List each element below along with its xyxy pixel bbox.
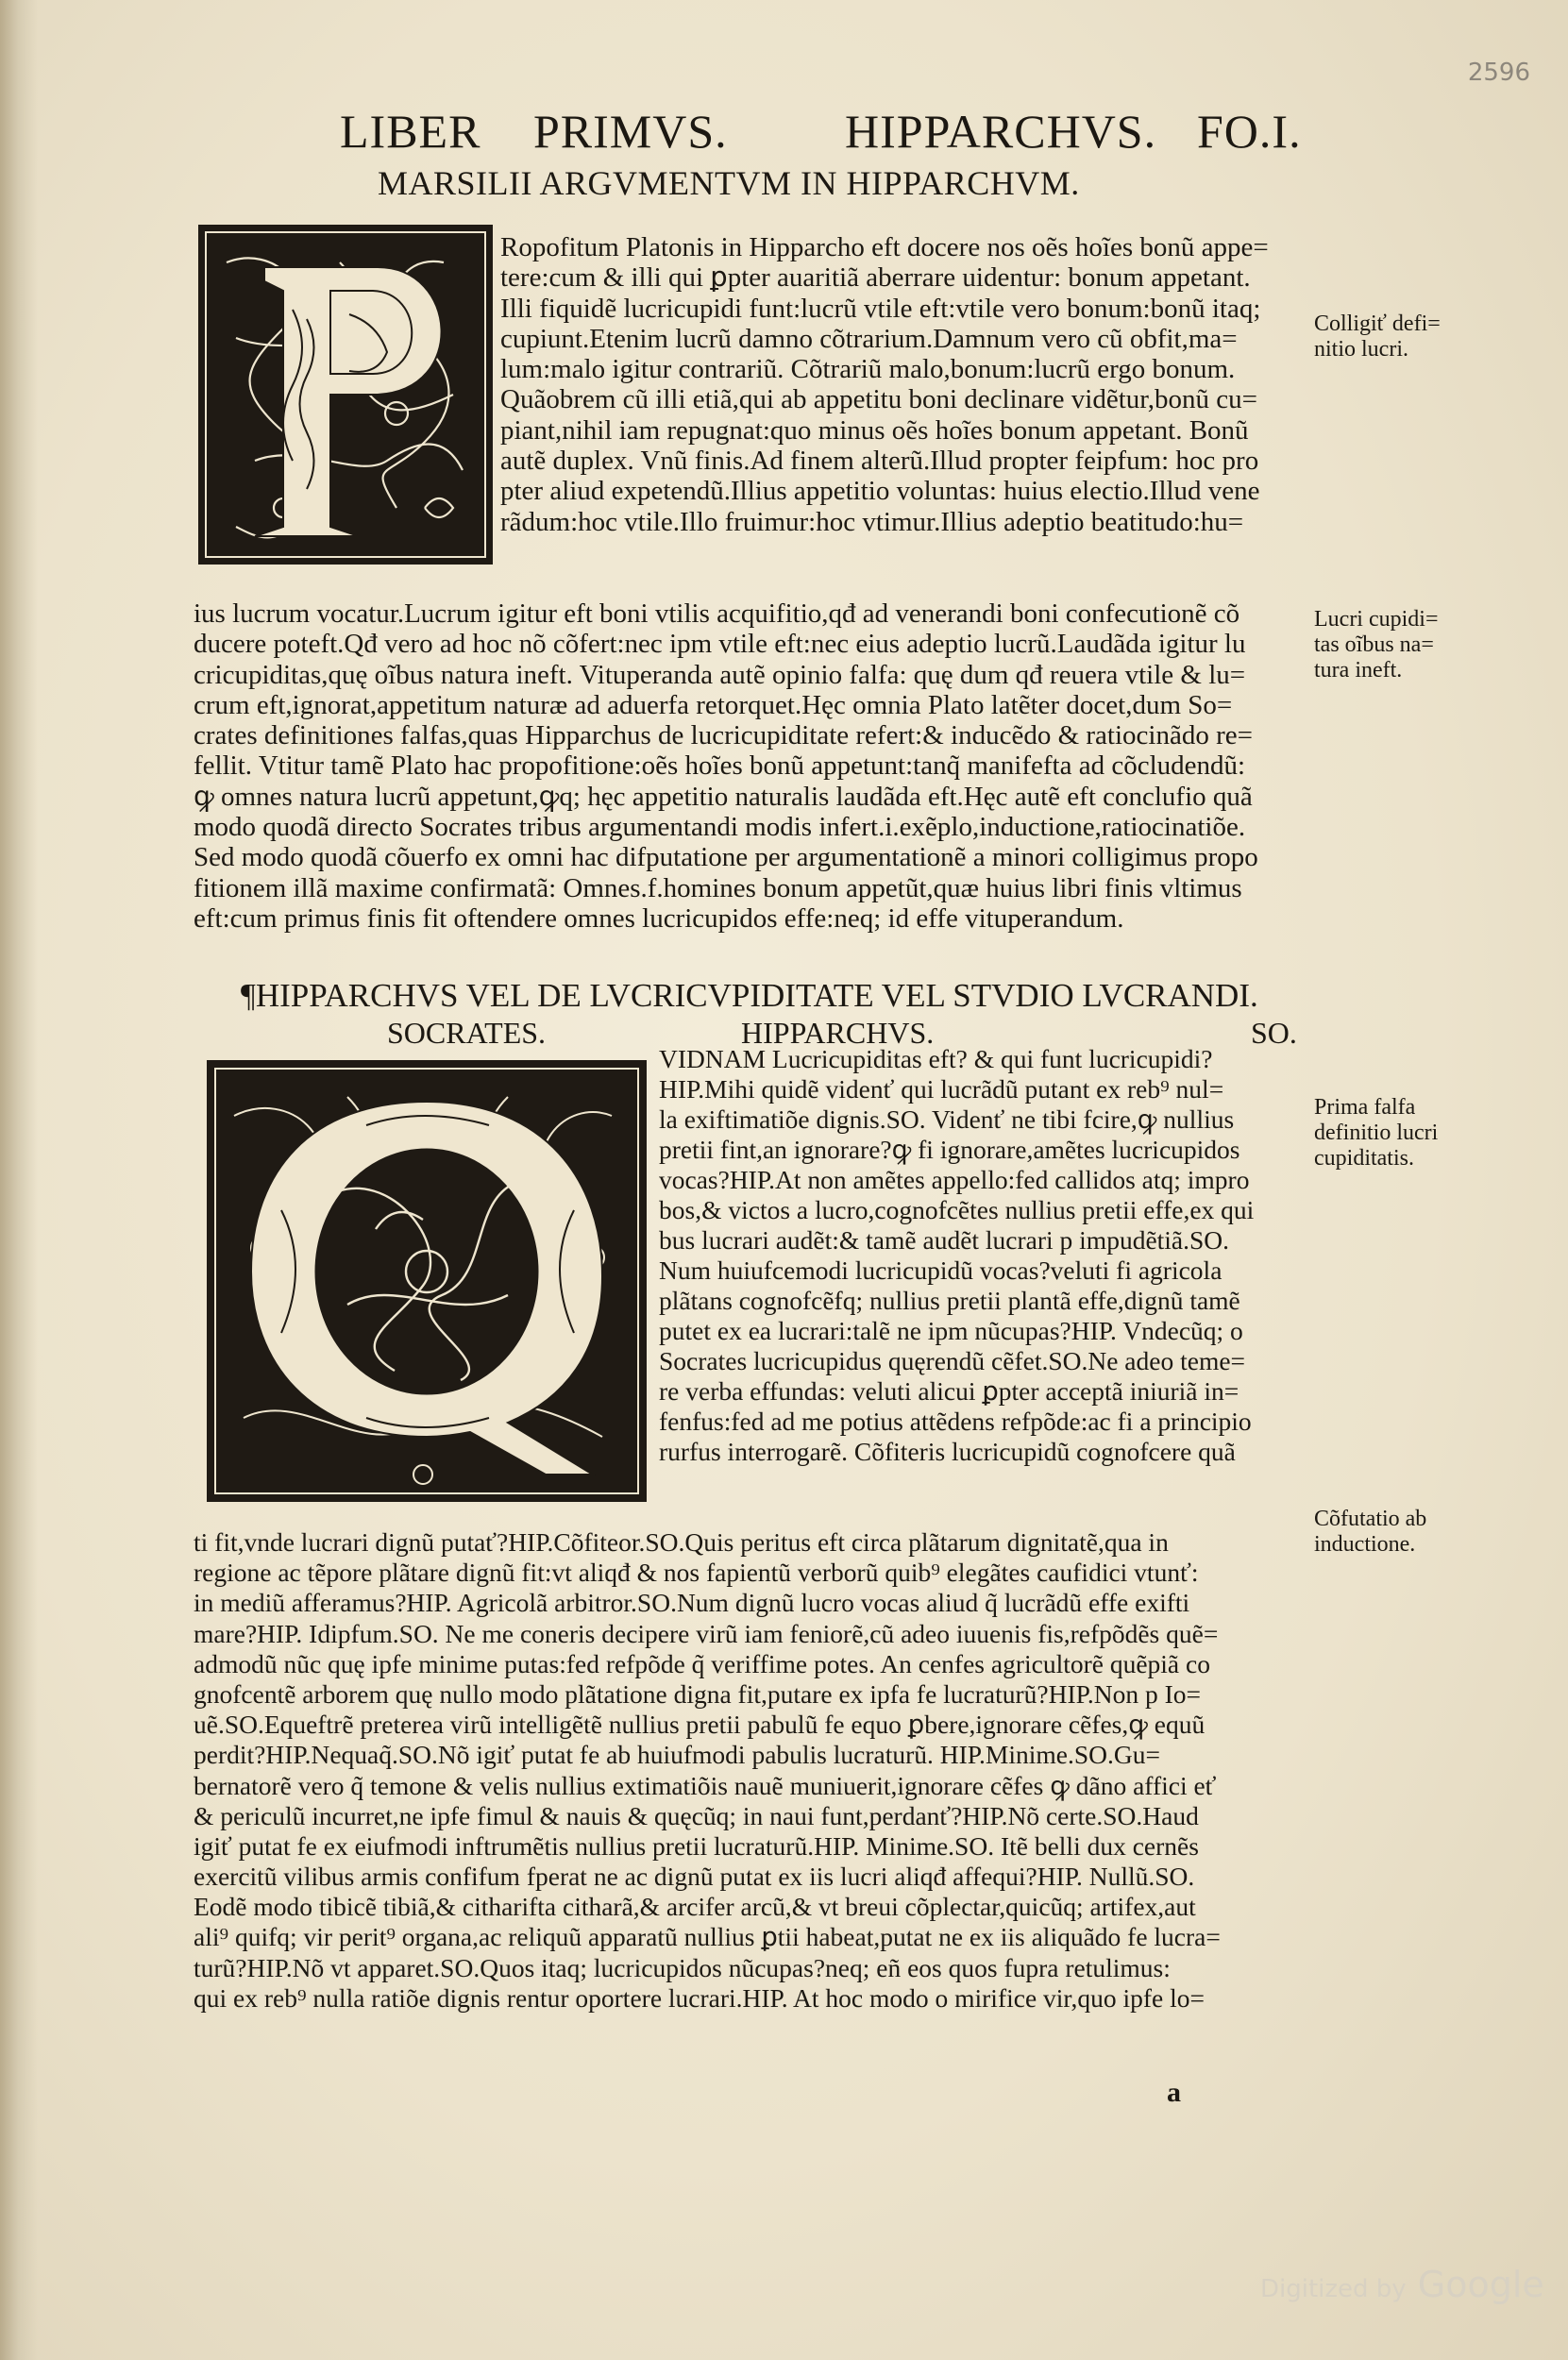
watermark-prefix: Digitized by (1260, 2275, 1407, 2303)
text-line: piant,nihil iam repugnat:quo minus oẽs hoĩes bonum appetant. Bonũ (500, 414, 1249, 446)
text-line: in mediũ afferamus?HIP. Agricolã arbitror.SO.Num dignũ lucro vocas aliud q̃ lucrãdũ effe exifti (194, 1588, 1190, 1618)
speaker-socrates: SOCRATES. (387, 1016, 547, 1050)
text-line: modo quodã directo Socrates tribus argumentandi modis infert.i.exẽplo,inductione,ratiocinatiõe. (194, 812, 1246, 843)
text-line: gnofcentẽ arborem quę nullo modo plãtatione digna fit,putare ex ipfa fe lucraturũ?HIP.Non p Io= (194, 1678, 1202, 1709)
marginal-note (1314, 607, 1456, 683)
marginal-note-line: tura ineft. (1314, 658, 1403, 683)
text-line: autẽ duplex. Vnũ finis.Ad finem alterũ.Illud propter feipfum: hoc pro (500, 446, 1259, 477)
dialogue-title: ¶HIPPARCHVS VEL DE LVCRICVPIDITATE VEL STVDIO LVCRANDI. (241, 977, 1258, 1014)
argument-text-beside-initial (500, 232, 1298, 537)
text-line: Illi fiquidẽ lucricupidi funt:lucrũ vtile eft:vtile vero bonum:bonũ itaq; (500, 293, 1261, 324)
marginal-note-line: Lucri cupidi= (1314, 607, 1439, 632)
text-line: crum eft,ignorat,appetitum naturæ ad aduerfa retorquet.Hęc omnia Plato latẽter docet,dum So= (194, 689, 1233, 720)
text-line: eft:cum primus finis fit oftendere omnes lucricupidos effe:neq; id effe vituperandum. (194, 902, 1124, 934)
text-line: fenfus:fed ad me potius attẽdens refpõde:ac fi a principio (659, 1407, 1252, 1436)
text-line: fellit. Vtitur tamẽ Plato hac propofitione:oẽs hoĩes bonũ appetunt:tanq̃ manifefta ad cõcludendũ: (194, 750, 1246, 782)
dialogue-text-full-width (194, 1527, 1303, 2014)
marginal-note (1314, 1095, 1456, 1172)
decorated-initial-p (198, 225, 493, 565)
text-line: ducere poteft.Qđ vero ad hoc nõ cõfert:nec ipm vtile eft:nec eius adeptio lucrũ.Laudãda igitur lu (194, 629, 1246, 660)
text-line: lum:malo igitur contrariũ. Cõtrariũ malo,bonum:lucrũ ergo bonum. (500, 354, 1236, 385)
argument-text-full-width (194, 598, 1298, 934)
text-line: uẽ.SO.Equeftrẽ preterea virũ intelligẽtẽ nullius pretii pabulũ fe equo ꝑbere,ignorare cẽfes,ꝙ equũ (194, 1710, 1206, 1740)
text-line: bus lucrari audẽt:& tamẽ audẽt lucrari p impudẽtiã.SO. (659, 1225, 1230, 1255)
text-line: admodũ nũc quę ipfe minime putas:fed refpõde q̃ veriffime potes. An cenfes agricultorẽ quẽpiã co (194, 1648, 1210, 1678)
marginal-note-line: Cõfutatio ab (1314, 1507, 1427, 1531)
text-line: re verba effundas: veluti alicui ꝑpter acceptã iniuriã in= (659, 1376, 1239, 1406)
speaker-hipparchus: HIPPARCHVS. (741, 1016, 935, 1050)
text-line: Sed modo quodã cõuerfo ex omni hac difputatione per argumentationẽ a minori colligimus propo (194, 842, 1258, 873)
text-line: pretii fint,an ignorare?ꝙ fi ignorare,amẽtes lucricupidos (659, 1135, 1240, 1164)
running-head-hipparchus: HIPPARCHVS. (845, 105, 1157, 158)
text-line: plãtans cognofcẽfq; nullius pretii plantã effe,dignũ tamẽ (659, 1286, 1240, 1315)
marginal-note-line: nitio lucri. (1314, 337, 1408, 362)
text-line: Ropofitum Platonis in Hipparcho eft docere nos oẽs hoĩes bonũ appe= (500, 232, 1269, 262)
marginal-note (1314, 1507, 1456, 1558)
running-head-liber: LIBER (340, 105, 481, 158)
decorated-initial-q (206, 1059, 648, 1503)
text-line: bernatorẽ vero q̃ temone & velis nullius extimatiõis nauẽ muniuerit,ignorare cẽfes ꝙ dãno affici eť (194, 1770, 1217, 1800)
marginal-note-line: Colligiť defi= (1314, 312, 1441, 336)
marginal-note-line: tas oĩbus na= (1314, 632, 1434, 657)
watermark-brand: Google (1417, 2264, 1544, 2305)
text-line: HIP.Mihi quidẽ videnť qui lucrãdũ putant ex reb⁹ nul= (659, 1074, 1224, 1104)
text-line: Socrates lucricupidus quęrendũ cẽfet.SO.Ne adeo teme= (659, 1346, 1246, 1375)
marginal-note (1314, 312, 1456, 362)
text-line: ius lucrum vocatur.Lucrum igitur eft boni vtilis acquifitio,qđ ad venerandi boni confecutionẽ cõ (194, 598, 1240, 629)
marginal-note-line: inductione. (1314, 1532, 1416, 1557)
text-line: tere:cum & illi qui ꝑpter auaritiã aberrare uidentur: bonum appetant. (500, 262, 1251, 294)
text-line: fitionem illã maxime confirmatã: Omnes.f.homines bonum appetũt,quæ huius libri finis vltimus (194, 872, 1242, 903)
argument-title: MARSILII ARGVMENTVM IN HIPPARCHVM. (378, 164, 1080, 202)
text-line: Eodẽ modo tibicẽ tibiã,& citharifta citharã,& arcifer arcũ,& vt breui cõplectar,quicũq; artifex,aut (194, 1892, 1196, 1922)
text-line: igiť putat fe ex eiufmodi inftrumẽtis nullius pretii lucraturũ.HIP. Minime.SO. Itẽ belli dux cernẽs (194, 1830, 1199, 1861)
text-line: la exiftimatiõe dignis.SO. Videnť ne tibi fcire,ꝙ nullius (659, 1104, 1235, 1134)
text-line: turũ?HIP.Nõ vt apparet.SO.Quos itaq; lucricupidos nũcupas?neq; eñ eos quos fupra retulimus: (194, 1952, 1171, 1982)
text-line: rurfus interrogarẽ. Cõfiteris lucricupidũ cognofcere quã (659, 1437, 1236, 1466)
signature-mark: a (1167, 2077, 1181, 2108)
text-line: crates definitiones falfas,quas Hipparchus de lucricupiditate refert:& inducẽdo & ratiocinãdo re= (194, 720, 1253, 751)
text-line: qui ex reb⁹ nulla ratiõe dignis rentur oportere lucrari.HIP. At hoc modo o mirifice vir,quo ipfe lo= (194, 1982, 1206, 2013)
text-line: bos,& victos a lucro,cognofcẽtes nullius pretii effe,ex qui (659, 1195, 1255, 1224)
folio-number: FO.I. (1197, 105, 1302, 158)
text-line: cricupiditas,quę oĩbus natura ineft. Vituperanda autẽ opinio falfa: quę dum qđ reuera vtile & lu= (194, 659, 1246, 690)
text-line: ti fit,vnde lucrari dignũ putať?HIP.Cõfiteor.SO.Quis peritus eft circa plãtarum dignitatẽ,qua in (194, 1527, 1169, 1557)
text-line: VIDNAM Lucricupiditas eft? & qui funt lucricupidi? (659, 1044, 1213, 1073)
dialogue-text-beside-initial (659, 1044, 1301, 1467)
speaker-so: SO. (1251, 1016, 1297, 1050)
text-line: & periculũ incurret,ne ipfe fimul & nauis & quęcũq; in naui funt,perdanť?HIP.Nõ certe.SO.Haud (194, 1800, 1199, 1830)
text-line: perdit?HIP.Nequaq̃.SO.Nõ igiť putat fe ab huiufmodi pabulis lucraturũ. HIP.Minime.SO.Gu= (194, 1740, 1160, 1770)
text-line: exercitũ vilibus armis confifum fperat ne ac dignũ putat ex iis lucri aliqđ affequi?HIP. Nullũ.SO. (194, 1862, 1195, 1892)
text-line: ali⁹ quifq; vir perit⁹ organa,ac reliquũ apparatũ nullius ꝑtii habeat,putat ne ex iis aliquãdo fe lucra= (194, 1922, 1221, 1952)
text-line: pter aliud expetendũ.Illius appetitio voluntas: huius electio.Illud vene (500, 476, 1260, 507)
text-line: Quãobrem cũ illi etiã,qui ab appetitu boni declinare vidẽtur,bonũ cu= (500, 384, 1257, 415)
running-head-primus: PRIMVS. (533, 105, 728, 158)
text-line: Num huiufcemodi lucricupidũ vocas?veluti fi agricola (659, 1256, 1222, 1285)
digitization-watermark (1260, 2264, 1544, 2305)
text-line: ꝙ omnes natura lucrũ appetunt,ꝙq; hęc appetitio naturalis laudãda eft.Hęc autẽ eft conclufio quã (194, 781, 1253, 812)
marginal-note-line: cupiditatis. (1314, 1146, 1414, 1171)
running-header (340, 104, 1302, 160)
text-line: cupiunt.Etenim lucrũ damno cõtrarium.Damnum vero cũ obfit,ma= (500, 323, 1238, 354)
shelfmark: 2596 (1467, 59, 1530, 87)
text-line: rãdum:hoc vtile.Illo fruimur:hoc vtimur.Illius adeptio beatitudo:hu= (500, 506, 1244, 537)
text-line: vocas?HIP.At non amẽtes appello:fed callidos atq; impro (659, 1165, 1250, 1194)
text-line: mare?HIP. Idipfum.SO. Ne me coneris decipere virũ iam feniorẽ,cũ adeo iuuenis fis,refpõdẽs quẽ= (194, 1618, 1219, 1648)
text-line: putet ex ea lucrari:talẽ ne ipm nũcupas?HIP. Vndecũq; o (659, 1316, 1243, 1345)
text-line: regione ac tẽpore plãtare dignũ fit:vt aliqđ & nos fapientũ verborũ quib⁹ elegãtes caufidici vtunť: (194, 1558, 1199, 1588)
marginal-note-line: definitio lucri (1314, 1121, 1439, 1145)
marginal-note-line: Prima falfa (1314, 1095, 1416, 1120)
binding-edge-shadow (0, 0, 38, 2360)
